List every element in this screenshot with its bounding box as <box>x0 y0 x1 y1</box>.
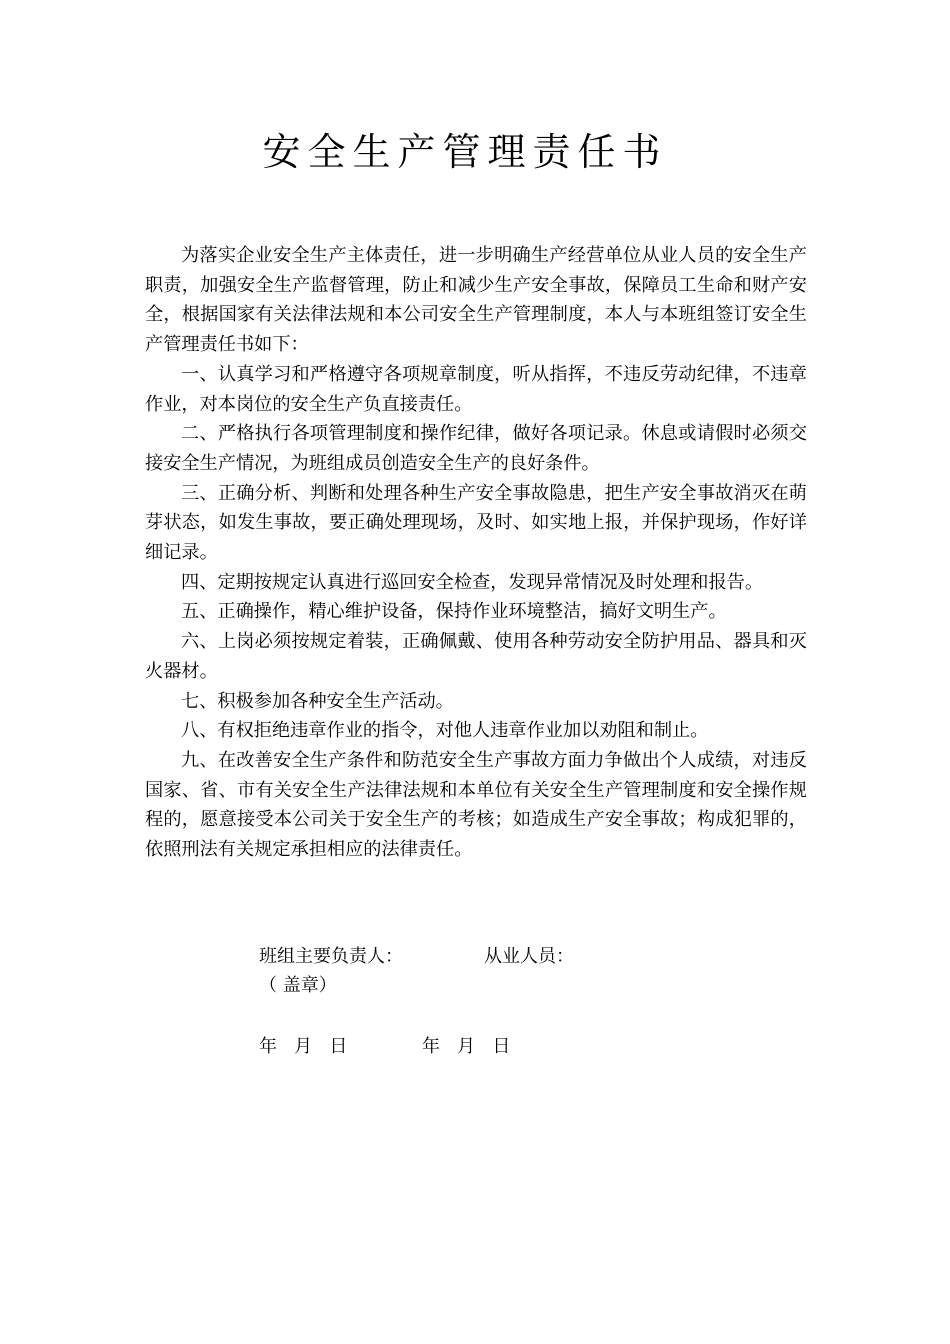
clause-8: 八、有权拒绝违章作业的指令，对他人违章作业加以劝阻和制止。 <box>181 720 709 742</box>
stamp-note: （ 盖章） <box>259 975 337 996</box>
intro-paragraph: 为落实企业安全生产主体责任，进一步明确生产经营单位从业人员的安全生产职责，加强安全生产监督管理，防止和减少生产安全事故，保障员工生命和财产安全，根据国家有关法律法规和本公司安全生产管理制度，本人与本班组签订安全生产管理责任书如下： <box>145 245 807 356</box>
leader-date: 年 月 日 <box>259 1036 348 1057</box>
document-title: 安全生产管理责任书 <box>262 130 668 174</box>
clause-4: 四、定期按规定认真进行巡回安全检查，发现异常情况及时处理和报告。 <box>181 571 764 593</box>
clause-1: 一、认真学习和严格遵守各项规章制度，听从指挥，不违反劳动纪律，不违章作业，对本岗位的安全生产负直接责任。 <box>145 363 807 415</box>
leader-signature-label: 班组主要负责人： <box>259 946 403 967</box>
clause-9: 九、在改善安全生产条件和防范安全生产事故方面力争做出个人成绩，对违反国家、省、市有关安全生产法律法规和本单位有关安全生产管理制度和安全操作规程的，愿意接受本公司关于安全生产的考核；如造成生产安全事故；构成犯罪的，依照刑法有关规定承担相应的法律责任。 <box>145 749 807 861</box>
clause-7: 七、积极参加各种安全生产活动。 <box>181 690 454 712</box>
employee-date: 年 月 日 <box>422 1036 511 1057</box>
clause-3: 三、正确分析、判断和处理各种生产安全事故隐患，把生产安全事故消灭在萌芽状态，如发生事故，要正确处理现场，及时、如实地上报，并保护现场，作好详细记录。 <box>145 482 807 564</box>
clause-5: 五、正确操作，精心维护设备，保持作业环境整洁，搞好文明生产。 <box>181 601 727 623</box>
clause-6: 六、上岗必须按规定着装，正确佩戴、使用各种劳动安全防护用品、器具和灭火器材。 <box>145 631 807 682</box>
clause-2: 二、严格执行各项管理制度和操作纪律，做好各项记录。休息或请假时必须交接安全生产情况，为班组成员创造安全生产的良好条件。 <box>145 423 807 474</box>
employee-signature-label: 从业人员： <box>484 946 574 967</box>
document-body <box>145 241 807 865</box>
